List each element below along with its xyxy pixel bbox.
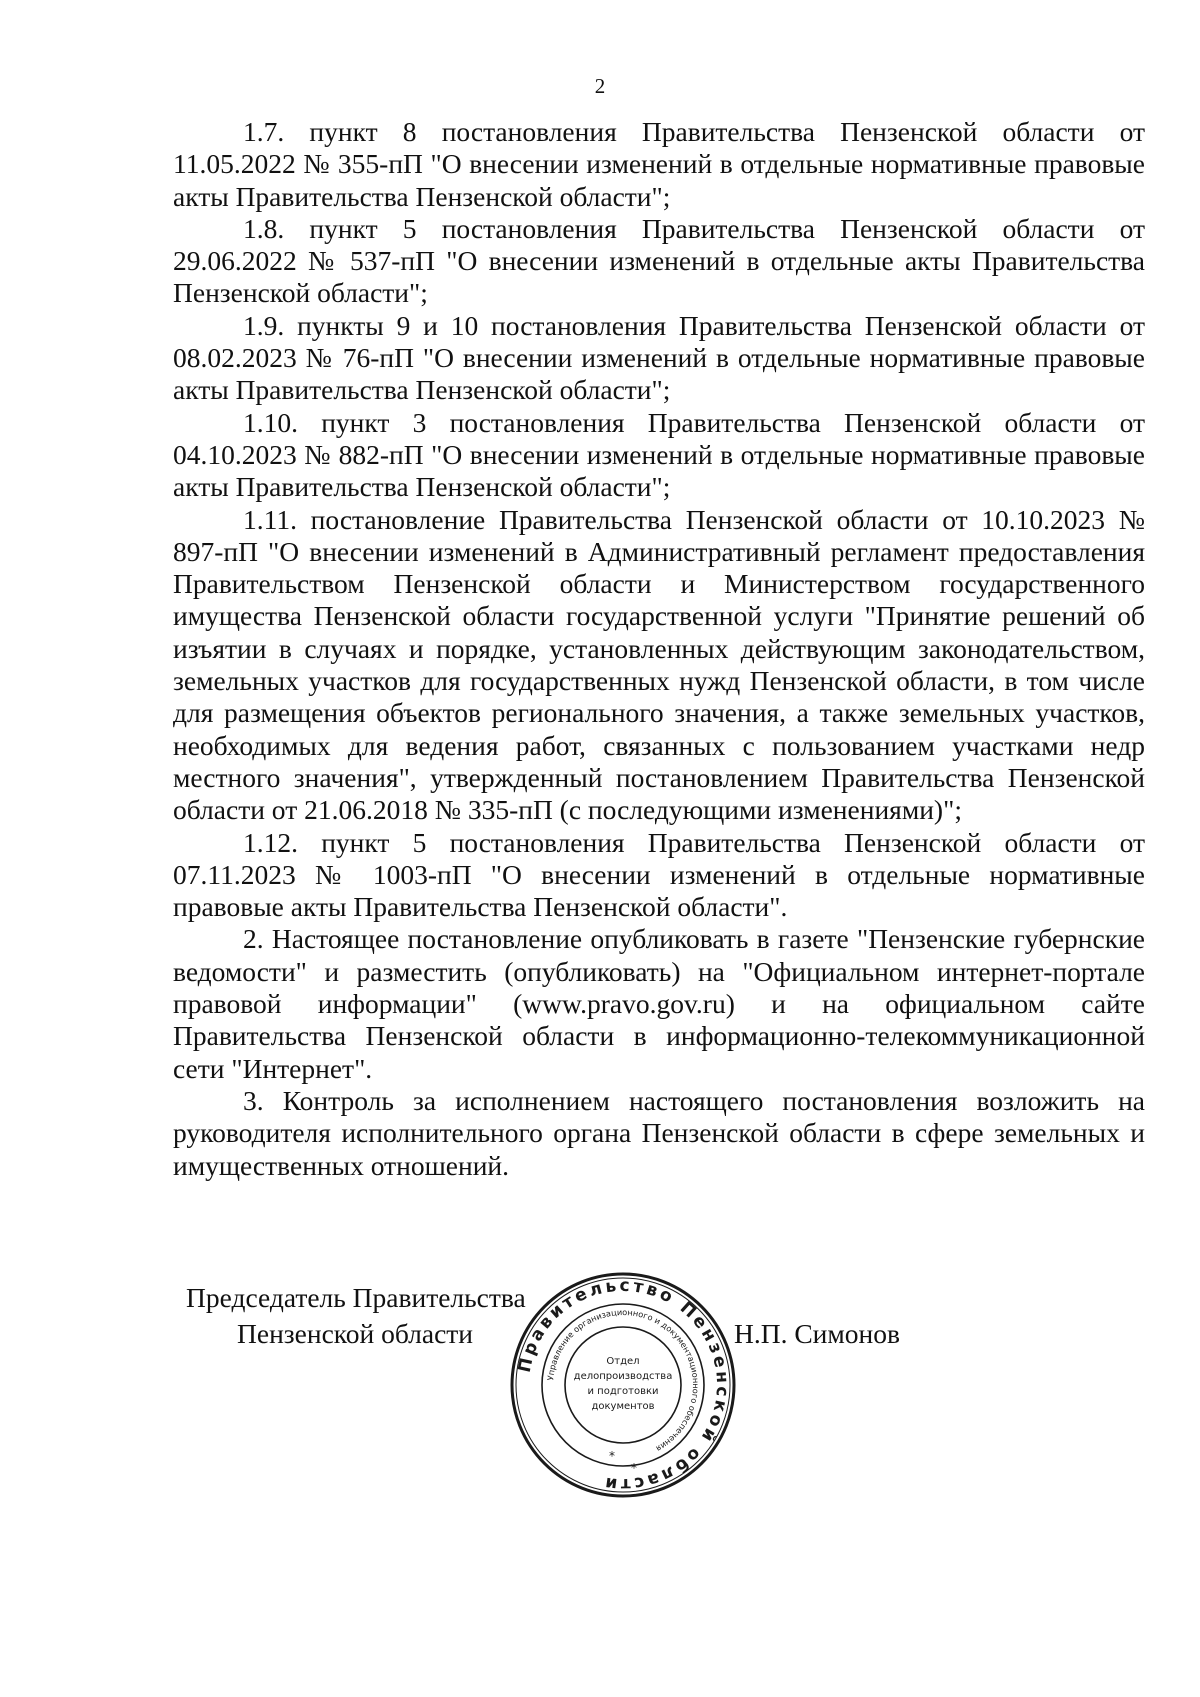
paragraph-1-12: 1.12. пункт 5 постановления Правительства Пензенской области от 07.11.2023 № 1003-пП "О внесении изменений в отдельные нормативные правовые акты Правительства Пензенской области". bbox=[173, 826, 1145, 923]
stamp-center-line-4: документов bbox=[591, 1401, 655, 1412]
stamp-outer-textpath: Правительство Пензенской области bbox=[514, 1275, 733, 1495]
signature-block bbox=[0, 1275, 1200, 1520]
stamp-star-right-icon: * bbox=[631, 1461, 637, 1475]
stamp-center-line-3: и подготовки bbox=[587, 1386, 659, 1397]
paragraph-1-7: 1.7. пункт 8 постановления Правительства Пензенской области от 11.05.2022 № 355-пП "О внесении изменений в отдельные нормативные правовые акты Правительства Пензенской области"; bbox=[173, 116, 1145, 212]
signatory-title-line-2: Пензенской области bbox=[237, 1318, 474, 1349]
official-stamp-icon bbox=[508, 1270, 738, 1500]
signatory-title-line-1: Председатель Правительства bbox=[186, 1282, 526, 1313]
paragraph-1-8: 1.8. пункт 5 постановления Правительства Пензенской области от 29.06.2022 № 537-пП "О внесении изменений в отдельные акты Правительства Пензенской области"; bbox=[173, 212, 1145, 309]
paragraph-3: 3. Контроль за исполнением настоящего постановления возложить на руководителя исполнительного органа Пензенской области в сфере земельных и имущественных отношений. bbox=[173, 1084, 1145, 1181]
page-number: 2 bbox=[594, 74, 606, 98]
signatory-name: Н.П. Симонов bbox=[734, 1318, 901, 1349]
stamp-center-line-2: делопроизводства bbox=[573, 1371, 673, 1382]
stamp-star-left-icon: * bbox=[609, 1449, 615, 1463]
paragraph-1-10: 1.10. пункт 3 постановления Правительства Пензенской области от 04.10.2023 № 882-пП "О внесении изменений в отдельные нормативные правовые акты Правительства Пензенской области"; bbox=[173, 406, 1145, 503]
paragraph-1-11: 1.11. постановление Правительства Пензенской области от 10.10.2023 № 897-пП "О внесении изменений в Административный регламент предоставления Правительством Пензенской области и Министерством государственного имущества Пензенской области государственной услуги "Принятие решений об изъятии в случаях и порядке, установленных действующим законодательством, земельных участков для государственных нужд Пензенской области, в том числе для размещения объектов регионального значения, а также земельных участков, необходимых для ведения работ, связанных с пользованием участками недр местного значения", утвержденный постановлением Правительства Пензенской области от 21.06.2018 № 335-пП (с последующими изменениями)"; bbox=[173, 503, 1145, 826]
stamp-center-line-1: Отдел bbox=[606, 1356, 640, 1367]
document-body bbox=[173, 116, 1145, 1182]
stamp-middle-textpath: Управление организационного и документационного обеспечения bbox=[545, 1306, 702, 1455]
paragraph-2: 2. Настоящее постановление опубликовать в газете "Пензенские губернские ведомости" и разместить (опубликовать) на "Официальном интернет-портале правовой информации" (www.pravo.gov.ru) и на официальном сайте Правительства Пензенской области в информационно-телекоммуникационной сети "Интернет". bbox=[173, 923, 1145, 1084]
paragraph-1-9: 1.9. пункты 9 и 10 постановления Правительства Пензенской области от 08.02.2023 № 76-пП "О внесении изменений в отдельные нормативные правовые акты Правительства Пензенской области"; bbox=[173, 309, 1145, 406]
